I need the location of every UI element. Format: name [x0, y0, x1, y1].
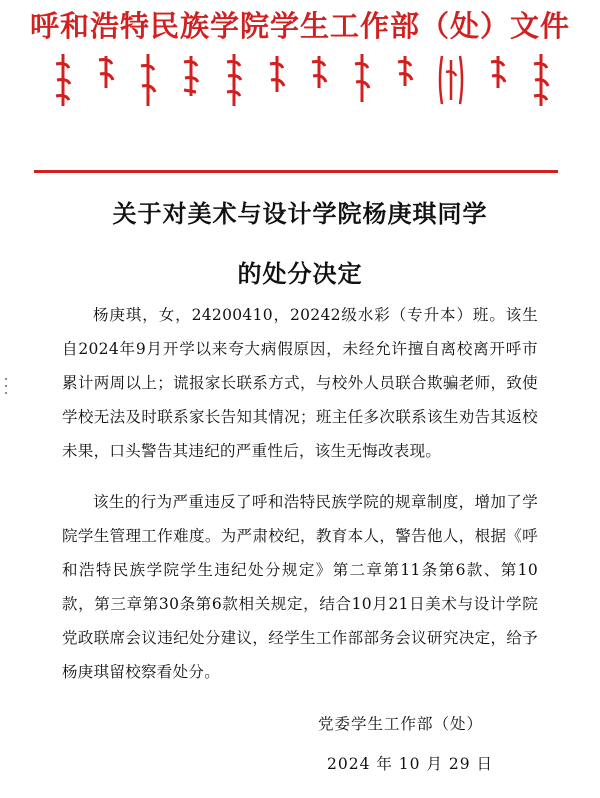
- mongolian-word: [52, 52, 74, 108]
- body-paragraph-2: 该生的行为严重违反了呼和浩特民族学院的规章制度，增加了学院学生管理工作难度。为严肃校纪，教育本人，警告他人，根据《呼和浩特民族学院学生违纪处分规定》第二章第11条第6款、第10款，第三章第30条第6款相关规定，结合10月21日美术与设计学院党政联席会议违纪处分建议，经学生工作部部务会议研究决定，给予杨庚琪留校察看处分。: [62, 493, 538, 681]
- header-divider: [34, 170, 558, 173]
- mongolian-word: [308, 52, 330, 108]
- mongolian-word: [180, 52, 202, 108]
- margin-marks: [4, 376, 8, 396]
- mongolian-word: [137, 52, 159, 108]
- mongolian-word: [95, 52, 117, 108]
- mongolian-word: [351, 52, 373, 108]
- mongolian-word: [530, 52, 552, 108]
- mongolian-word: [266, 52, 288, 108]
- document-title-line1: 关于对美术与设计学院杨庚琪同学: [112, 199, 488, 228]
- body-paragraph-1: 杨庚琪，女，24200410，20242级水彩（专升本）班。该生自2024年9月开学以来夸大病假原因，未经允许擅自离校离开呼市累计两周以上；谎报家长联系方式，与校外人员联合欺骗老师，致使学校无法及时联系家长告知其情况；班主任多次联系该生劝告其返校未果，口头警告其违纪的严重性后，该生无悔改表现。: [62, 306, 538, 460]
- document-title-line2: 的处分决定: [237, 259, 363, 288]
- mongolian-word: [436, 52, 466, 108]
- header-title: 呼和浩特民族学院学生工作部（处）文件: [29, 9, 570, 43]
- signature: 党委学生工作部（处）: [318, 715, 484, 733]
- mongolian-word: [487, 52, 509, 108]
- mongolian-script-title: [52, 52, 552, 114]
- mongolian-word: [394, 52, 416, 108]
- mongolian-word: [223, 52, 245, 108]
- document-date: 2024 年 10 月 29 日: [327, 755, 494, 773]
